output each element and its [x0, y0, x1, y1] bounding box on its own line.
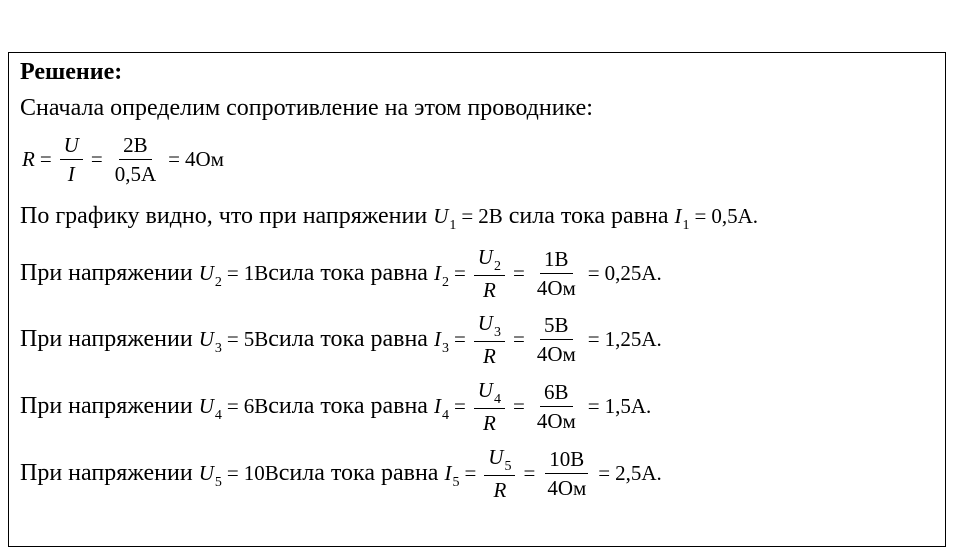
formula-r-lhs: R	[22, 147, 35, 171]
row-result: 0,25A	[604, 261, 657, 285]
graph-line: По графику видно, что при напряжении $U_1$ = 2B сила тока равна $I_1$ = 0,5A .	[20, 203, 758, 233]
row-result: 2,5A	[615, 461, 657, 485]
row-frac-num-var: U	[477, 311, 493, 335]
row-end: .	[656, 461, 662, 485]
row-end: .	[646, 394, 652, 418]
row-frac-den: R	[482, 411, 496, 435]
row-text-2: сила тока равна	[268, 393, 428, 419]
row-i-var: I	[433, 327, 441, 351]
graph-u-sub: 1	[449, 218, 457, 233]
row-frac-den-val: 4Ом	[536, 409, 576, 433]
row-u-var: U	[198, 261, 214, 285]
formula-r-frac-ui	[60, 133, 83, 186]
row-text-2: сила тока равна	[268, 260, 428, 286]
graph-i-val: 0,5A	[711, 204, 753, 228]
graph-u-val: 2B	[478, 204, 503, 228]
formula-r-result: 4Ом	[184, 147, 224, 171]
row-i-sub: 2	[441, 275, 449, 290]
row-u-var: U	[198, 394, 214, 418]
row-u-val: 5B	[243, 327, 269, 351]
graph-end: .	[752, 204, 758, 228]
row-frac-den-val: 4Ом	[536, 342, 576, 366]
formula-r-num1: U	[60, 133, 83, 160]
row-text-2: сила тока равна	[278, 460, 439, 486]
row-u-var: U	[198, 327, 214, 351]
row-frac-values	[543, 447, 590, 500]
row-u-sub: 4	[214, 408, 222, 423]
row-i-var: I	[433, 261, 441, 285]
row-frac-symbolic	[484, 445, 515, 502]
row-frac-den: R	[482, 278, 496, 302]
current-row: При напряжении $U_2$ = 1B сила тока равна $I_2$ = $\frac{U_2}{R}$ = $\frac{1B}{4Ом}$ = 0,25A .	[20, 245, 662, 302]
formula-r-frac-values	[111, 133, 160, 186]
row-frac-symbolic	[474, 311, 505, 368]
row-u-val: 6B	[243, 394, 269, 418]
row-text-1: При напряжении	[20, 460, 193, 486]
graph-i-var: I	[674, 204, 682, 228]
row-frac-num-sub: 4	[493, 392, 501, 407]
row-u-sub: 2	[214, 275, 222, 290]
row-u-sub: 3	[214, 341, 222, 356]
row-u-var: U	[198, 461, 214, 485]
row-result: 1,25A	[604, 327, 657, 351]
resistance-formula: R = $\frac{U}{I}$ = $\frac{2B}{0,5A}$ = 4Ом	[22, 133, 224, 186]
row-i-sub: 5	[452, 475, 460, 490]
graph-i-sub: 1	[682, 218, 690, 233]
row-frac-den: R	[482, 344, 496, 368]
row-frac-num-var: U	[488, 445, 504, 469]
row-u-val: 10B	[243, 461, 279, 485]
row-text-2: сила тока равна	[268, 326, 428, 352]
formula-r-den1: I	[67, 162, 75, 186]
row-i-var: I	[433, 394, 441, 418]
solution-box	[8, 52, 946, 547]
formula-r-num2: 2B	[119, 133, 152, 160]
row-frac-num-val: 6B	[540, 380, 573, 407]
row-text-1: При напряжении	[20, 326, 193, 352]
graph-text-1: По графику видно, что при напряжении	[20, 203, 428, 229]
row-u-sub: 5	[214, 475, 222, 490]
graph-u-var: U	[433, 204, 449, 228]
row-frac-num-val: 5B	[540, 313, 573, 340]
row-end: .	[656, 327, 662, 351]
current-row: При напряжении $U_4$ = 6B сила тока равна $I_4$ = $\frac{U_4}{R}$ = $\frac{6B}{4Ом}$ = 1,5A .	[20, 378, 652, 435]
solution-heading: Решение:	[20, 59, 123, 85]
row-frac-values	[533, 313, 580, 366]
row-frac-num-sub: 2	[493, 259, 501, 274]
current-row: При напряжении $U_3$ = 5B сила тока равна $I_3$ = $\frac{U_3}{R}$ = $\frac{5B}{4Ом}$ = 1,25A .	[20, 311, 662, 368]
row-frac-num-var: U	[477, 378, 493, 402]
row-frac-symbolic	[474, 245, 505, 302]
row-i-var: I	[444, 461, 452, 485]
row-u-val: 1B	[243, 261, 269, 285]
graph-text-2: сила тока равна	[508, 203, 669, 229]
row-frac-num-sub: 3	[493, 325, 501, 340]
row-frac-den-val: 4Ом	[536, 276, 576, 300]
row-frac-num-var: U	[477, 245, 493, 269]
row-i-sub: 4	[441, 408, 449, 423]
row-end: .	[656, 261, 662, 285]
row-frac-symbolic	[474, 378, 505, 435]
row-result: 1,5A	[604, 394, 647, 418]
row-text-1: При напряжении	[20, 260, 193, 286]
row-frac-values	[533, 247, 580, 300]
row-frac-values	[533, 380, 580, 433]
formula-r-den2: 0,5A	[114, 162, 157, 186]
row-frac-den-val: 4Ом	[547, 476, 587, 500]
row-frac-num-val: 1B	[540, 247, 573, 274]
row-frac-den: R	[493, 478, 507, 502]
row-text-1: При напряжении	[20, 393, 193, 419]
row-i-sub: 3	[441, 341, 449, 356]
row-frac-num-sub: 5	[504, 459, 512, 474]
intro-text: Сначала определим сопротивление на этом проводнике:	[20, 95, 593, 121]
row-frac-num-val: 10B	[545, 447, 588, 474]
current-row: При напряжении $U_5$ = 10B сила тока равна $I_5$ = $\frac{U_5}{R}$ = $\frac{10B}{4Ом}$ = 2,5A .	[20, 445, 662, 502]
